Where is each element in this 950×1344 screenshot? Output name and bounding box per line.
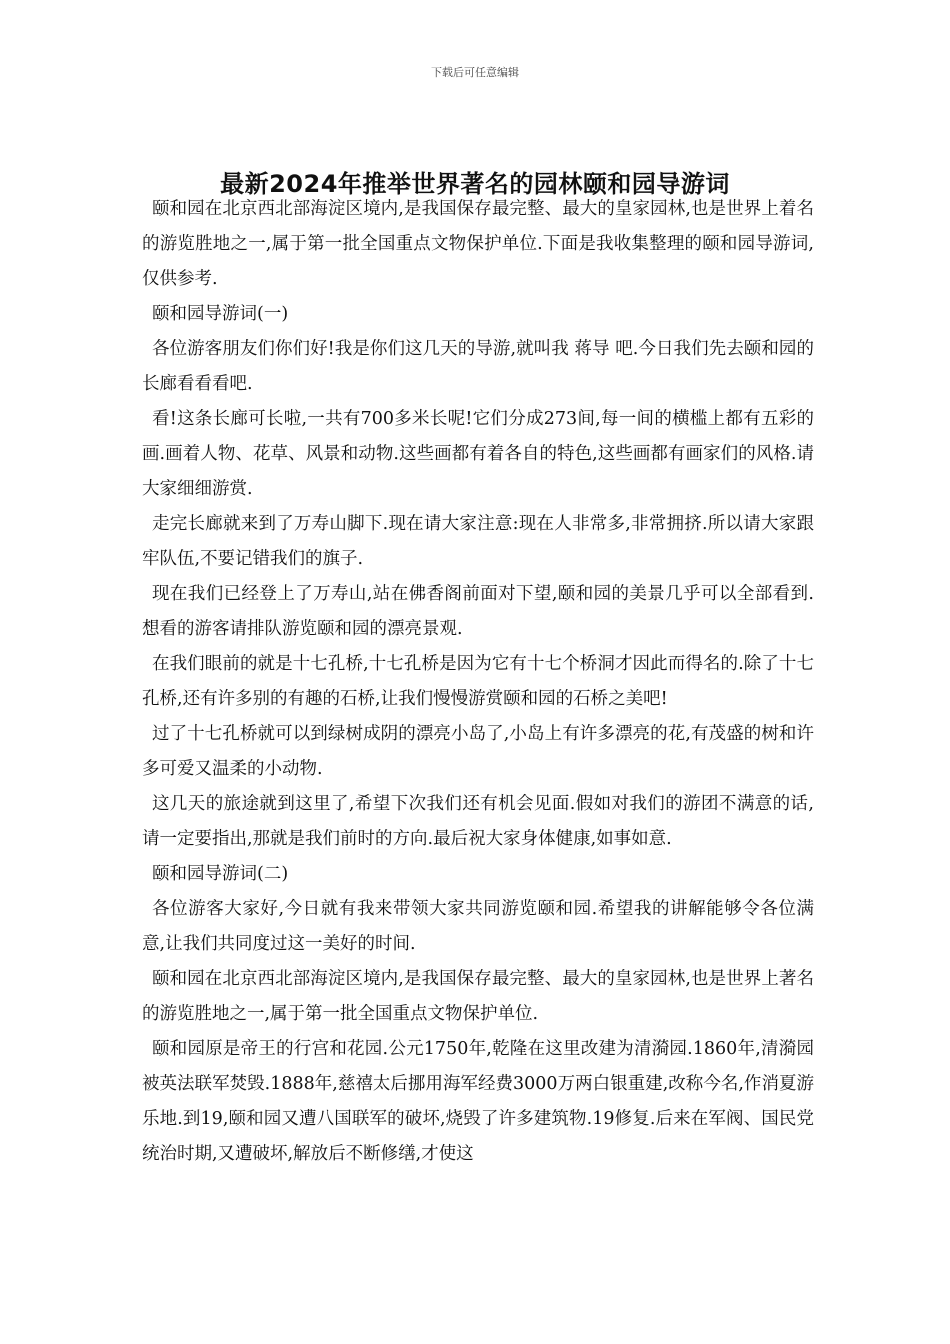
- body-paragraph: 过了十七孔桥就可以到绿树成阴的漂亮小岛了,小岛上有许多漂亮的花,有茂盛的树和许多可爱又温柔的小动物.: [142, 724, 814, 779]
- body-paragraph: 看!这条长廊可长啦,一共有700多米长呢!它们分成273间,每一间的横槛上都有五彩的画.画着人物、花草、风景和动物.这些画都有着各自的特色,这些画都有画家们的风格.请大家细细游赏.: [142, 409, 814, 499]
- page-header-note: 下载后可任意编辑: [431, 66, 519, 79]
- body-paragraph: 颐和园在北京西北部海淀区境内,是我国保存最完整、最大的皇家园林,也是世界上著名的游览胜地之一,属于第一批全国重点文物保护单位.: [142, 969, 814, 1024]
- body-paragraph: 这几天的旅途就到这里了,希望下次我们还有机会见面.假如对我们的游团不满意的话,请一定要指出,那就是我们前时的方向.最后祝大家身体健康,如事如意.: [142, 794, 814, 849]
- body-paragraph: 在我们眼前的就是十七孔桥,十七孔桥是因为它有十七个桥洞才因此而得名的.除了十七孔桥,还有许多别的有趣的石桥,让我们慢慢游赏颐和园的石桥之美吧!: [142, 654, 814, 709]
- body-paragraph: 各位游客朋友们你们好!我是你们这几天的导游,就叫我 蒋导 吧.今日我们先去颐和园的长廊看看看吧.: [142, 339, 814, 394]
- body-paragraph: 各位游客大家好,今日就有我来带领大家共同游览颐和园.希望我的讲解能够令各位满意,让我们共同度过这一美好的时间.: [142, 899, 814, 954]
- body-paragraph: 现在我们已经登上了万寿山,站在佛香阁前面对下望,颐和园的美景几乎可以全部看到.想看的游客请排队游览颐和园的漂亮景观.: [142, 584, 814, 639]
- section-heading-2: 颐和园导游词(二): [152, 864, 289, 884]
- section-heading-1: 颐和园导游词(一): [152, 304, 289, 324]
- body-paragraph: 走完长廊就来到了万寿山脚下.现在请大家注意:现在人非常多,非常拥挤.所以请大家跟牢队伍,不要记错我们的旗子.: [142, 514, 814, 569]
- document-body: [142, 192, 814, 1172]
- body-paragraph: 颐和园原是帝王的行宫和花园.公元1750年,乾隆在这里改建为清漪园.1860年,清漪园被英法联军焚毁.1888年,慈禧太后挪用海军经费3000万两白银重建,改称今名,作消夏游乐地.到19,颐和园又遭八国联军的破坏,烧毁了许多建筑物.19修复.后来在军阀、国民党统治时期,又遭破坏,解放后不断修缮,才使这: [142, 1039, 814, 1164]
- document-title: 最新2024年推举世界著名的园林颐和园导游词: [220, 170, 730, 199]
- intro-paragraph: 颐和园在北京西北部海淀区境内,是我国保存最完整、最大的皇家园林,也是世界上着名的游览胜地之一,属于第一批全国重点文物保护单位.下面是我收集整理的颐和园导游词,仅供参考.: [142, 199, 814, 289]
